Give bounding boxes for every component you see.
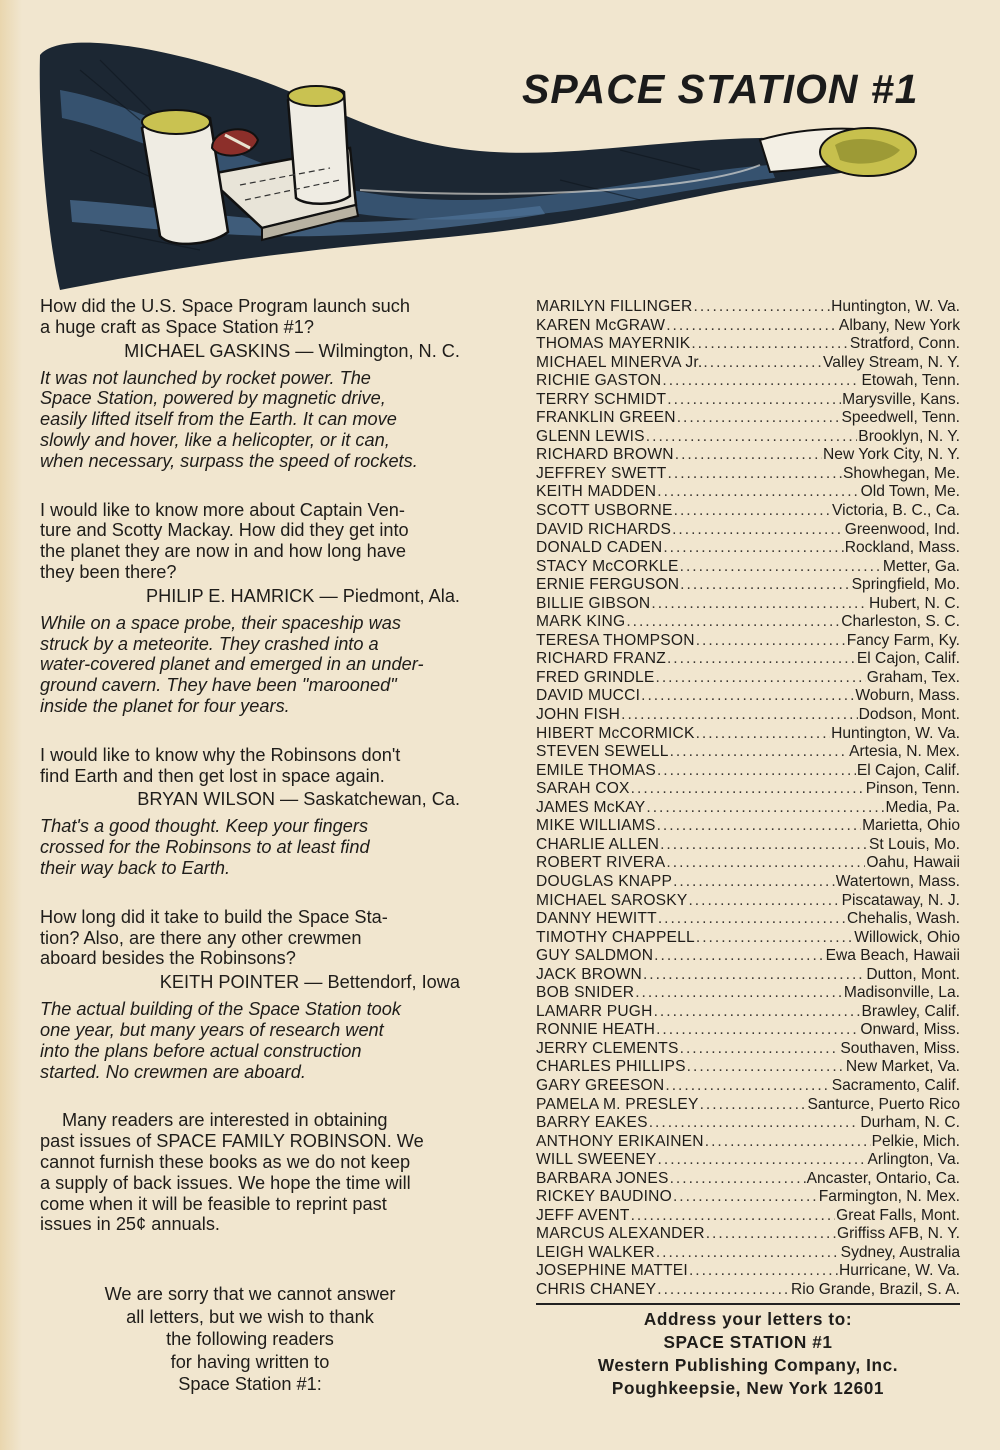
reader-row [536, 669, 960, 688]
reader-name: HIBERT McCORMICK [536, 724, 695, 742]
reader-name: RICHARD FRANZ [536, 650, 666, 668]
reader-name: RICHIE GASTON [536, 372, 662, 390]
reader-name: BARRY EAKES [536, 1114, 648, 1132]
leader-dots [689, 1262, 838, 1281]
leader-dots [680, 1040, 840, 1059]
reader-town: Greenwood, Ind. [844, 520, 960, 538]
reader-town: Brawley, Calif. [861, 1002, 960, 1020]
leader-dots [693, 298, 830, 317]
reader-town: Huntington, W. Va. [831, 298, 960, 315]
reader-town: Sydney, Australia [840, 1243, 960, 1261]
reader-row [536, 1058, 960, 1077]
leader-dots [680, 576, 850, 595]
leader-dots [687, 1058, 845, 1077]
reader-name: TERESA THOMPSON [536, 631, 695, 649]
reader-town: Rockland, Mass. [844, 539, 960, 557]
leader-dots [657, 762, 856, 781]
reader-row [536, 706, 960, 725]
reader-row [536, 521, 960, 540]
reader-name: BOB SNIDER [536, 984, 635, 1002]
readers-list [536, 298, 960, 1300]
leader-dots [646, 428, 858, 447]
leader-dots [696, 929, 853, 948]
letter-answer: That's a good thought. Keep your fingers crossed for the Robinsons to at least find their way back to Earth. [40, 816, 370, 878]
reader-name: ROBERT RIVERA [536, 854, 666, 872]
reader-name: THOMAS MAYERNIK [536, 335, 691, 353]
leader-dots [643, 966, 865, 985]
leader-dots [673, 1188, 818, 1207]
leader-dots [656, 1244, 840, 1263]
letter-answer: The actual building of the Space Station took one year, but many years of research went into the plans before actual construction started. No crewmen are aboard. [40, 999, 401, 1082]
reader-row [536, 1151, 960, 1170]
reader-name: PAMELA M. PRESLEY [536, 1095, 699, 1113]
reader-name: STEVEN SEWELL [536, 743, 669, 761]
leader-dots [656, 669, 866, 688]
reader-town: El Cajon, Calif. [856, 761, 960, 779]
reader-name: DOUGLAS KNAPP [536, 872, 673, 890]
reader-name: DONALD CADEN [536, 539, 663, 557]
leader-dots [646, 799, 884, 818]
reader-town: Huntington, W. Va. [831, 724, 960, 742]
reader-town: Oahu, Hawaii [866, 854, 960, 872]
reader-row [536, 1188, 960, 1207]
reader-name: GUY SALDMON [536, 947, 654, 965]
reader-row [536, 1207, 960, 1226]
reader-town: Springfield, Mo. [851, 576, 960, 594]
header-illustration [0, 0, 1000, 295]
reader-town: Dutton, Mont. [866, 965, 960, 983]
reader-town: Fancy Farm, Ky. [846, 631, 960, 649]
reader-name: MICHAEL MINERVA Jr. [536, 353, 703, 371]
reader-town: Woburn, Mass. [855, 687, 960, 705]
reader-row [536, 372, 960, 391]
reader-town: Arlington, Va. [867, 1151, 960, 1169]
leader-dots [658, 910, 846, 929]
reader-name: LEIGH WALKER [536, 1243, 655, 1261]
reader-name: RICKEY BAUDINO [536, 1188, 672, 1206]
reader-name: GARY GREESON [536, 1076, 665, 1094]
leader-dots [675, 446, 822, 465]
reader-name: GLENN LEWIS [536, 427, 645, 445]
reader-row [536, 892, 960, 911]
reader-town: Willowick, Ohio [854, 928, 960, 946]
reader-town: Marysville, Kans. [842, 390, 960, 408]
leader-dots [673, 873, 835, 892]
reader-name: DANNY HEWITT [536, 910, 657, 928]
reader-row [536, 576, 960, 595]
reader-row [536, 650, 960, 669]
reader-name: WILL SWEENEY [536, 1151, 657, 1169]
reader-name: EMILE THOMAS [536, 761, 656, 779]
leader-dots [657, 817, 861, 836]
reader-row [536, 836, 960, 855]
reader-town: Pinson, Tenn. [865, 780, 960, 798]
reader-row [536, 502, 960, 521]
reader-row [536, 799, 960, 818]
leader-dots [696, 632, 846, 651]
reader-town: Hurricane, W. Va. [838, 1262, 960, 1280]
letter-3 [40, 745, 464, 879]
reader-row [536, 317, 960, 336]
leader-dots [658, 1151, 867, 1170]
reader-row [536, 1040, 960, 1059]
reader-town: Sacramento, Calif. [831, 1076, 960, 1094]
reader-row [536, 446, 960, 465]
thanks-message [40, 1283, 460, 1396]
reader-row [536, 762, 960, 781]
reader-row [536, 632, 960, 651]
reader-town: Chehalis, Wash. [847, 910, 960, 928]
letter-4 [40, 907, 464, 1083]
reader-town: Artesia, N. Mex. [849, 743, 960, 761]
reader-town: Santurce, Puerto Rico [807, 1095, 960, 1113]
reader-row [536, 1262, 960, 1281]
reader-row [536, 1133, 960, 1152]
reader-name: JEFFREY SWETT [536, 464, 667, 482]
reader-town: Great Falls, Mont. [836, 1206, 960, 1224]
leader-dots [631, 780, 865, 799]
reader-town: Charleston, S. C. [841, 613, 960, 631]
reader-row [536, 298, 960, 317]
page-title: SPACE STATION #1 [522, 66, 919, 112]
letter-signature: MICHAEL GASKINS — Wilmington, N. C. [124, 340, 460, 361]
leader-dots [666, 317, 838, 336]
reader-name: SCOTT USBORNE [536, 502, 673, 520]
reader-name: ANTHONY ERIKAINEN [536, 1132, 704, 1150]
leader-dots [665, 1077, 830, 1096]
leader-dots [706, 1225, 836, 1244]
reader-row [536, 984, 960, 1003]
leader-dots [703, 354, 822, 373]
reader-town: Dodson, Mont. [858, 706, 960, 724]
leader-dots [680, 558, 882, 577]
reader-row [536, 409, 960, 428]
reader-name: BILLIE GIBSON [536, 594, 651, 612]
thanks-line: for having written to [170, 1351, 330, 1372]
leader-dots [621, 706, 857, 725]
letter-signature: KEITH POINTER — Bettendorf, Iowa [159, 972, 460, 993]
reader-row [536, 1225, 960, 1244]
letter-2 [40, 500, 464, 717]
reader-town: El Cajon, Calif. [856, 650, 960, 668]
leader-dots [656, 1021, 859, 1040]
reader-name: DAVID MUCCI [536, 687, 641, 705]
reader-row [536, 929, 960, 948]
reader-name: JERRY CLEMENTS [536, 1039, 679, 1057]
reader-name: MARCUS ALEXANDER [536, 1225, 705, 1243]
reader-row [536, 613, 960, 632]
reader-town: Marietta, Ohio [862, 817, 960, 835]
thanks-line: all letters, but we wish to thank [126, 1306, 374, 1327]
reader-row [536, 539, 960, 558]
letter-signature: BRYAN WILSON — Saskatchewan, Ca. [137, 789, 460, 810]
reader-town: Albany, New York [838, 316, 960, 334]
reader-row [536, 854, 960, 873]
reader-name: MICHAEL SAROSKY [536, 891, 688, 909]
address-line: Address your letters to: [643, 1309, 853, 1329]
leader-dots [667, 391, 841, 410]
leader-dots [668, 465, 842, 484]
reader-town: St Louis, Mo. [868, 835, 960, 853]
reader-town: Metter, Ga. [882, 557, 960, 575]
letter-question: I would like to know more about Captain Ven- ture and Scotty Mackay. How did they get into the planet they are now in and how long have they been there? [40, 499, 409, 582]
letter-question: How did the U.S. Space Program launch such a huge craft as Space Station #1? [40, 296, 411, 337]
reader-name: FRED GRINDLE [536, 668, 655, 686]
reader-town: Showhegan, Me. [842, 464, 960, 482]
address-line: SPACE STATION #1 [663, 1332, 833, 1352]
letter-answer: It was not launched by rocket power. The Space Station, powered by magnetic drive, easily lifted itself from the Earth. It can move slowly and hover, like a helicopter, or it can, when necessary, surpass the speed of rockets. [40, 367, 418, 471]
reader-name: JOHN FISH [536, 706, 621, 724]
letter-1 [40, 296, 464, 472]
reader-town: Victoria, B. C., Ca. [832, 502, 960, 520]
leader-dots [663, 539, 843, 558]
thanks-line: Space Station #1: [178, 1374, 322, 1394]
reader-name: ERNIE FERGUSON [536, 576, 680, 594]
reader-row [536, 1077, 960, 1096]
leader-dots [657, 483, 859, 502]
reader-name: JAMES McKAY [536, 798, 646, 816]
letter-answer: While on a space probe, their spaceship was struck by a meteorite. They crashed into a water-covered planet and emerged in an under- ground cavern. They have been "marooned" inside the planet for four years. [40, 612, 424, 716]
reader-name: JOSEPHINE MATTEI [536, 1262, 688, 1280]
reader-town: Durham, N. C. [860, 1114, 960, 1132]
reader-row [536, 947, 960, 966]
reader-row [536, 966, 960, 985]
leader-dots [705, 1133, 871, 1152]
leader-dots [677, 409, 841, 428]
leader-dots [670, 743, 848, 762]
reader-town: Ancaster, Ontario, Ca. [806, 1169, 960, 1187]
reader-row [536, 335, 960, 354]
reader-name: MIKE WILLIAMS [536, 817, 656, 835]
reader-row [536, 483, 960, 502]
reader-name: TIMOTHY CHAPPELL [536, 928, 695, 946]
reader-name: STACY McCORKLE [536, 557, 679, 575]
reader-town: Watertown, Mass. [835, 872, 960, 890]
leader-dots [654, 1003, 861, 1022]
reader-name: JACK BROWN [536, 965, 642, 983]
leader-dots [657, 1281, 790, 1300]
reader-town: Media, Pa. [885, 798, 960, 816]
reader-town: Farmington, N. Mex. [818, 1188, 960, 1206]
letters-column [40, 296, 464, 1235]
letter-question: I would like to know why the Robinsons don't find Earth and then get lost in space again. [40, 744, 401, 786]
reader-row [536, 595, 960, 614]
reader-town: Griffiss AFB, N. Y. [836, 1225, 960, 1243]
leader-dots [688, 892, 840, 911]
leader-dots [654, 947, 824, 966]
reader-row [536, 1114, 960, 1133]
reader-town: Valley Stream, N. Y. [823, 353, 960, 371]
leader-dots [700, 1096, 807, 1115]
leader-dots [649, 1114, 860, 1133]
reader-row [536, 1170, 960, 1189]
reader-name: TERRY SCHMIDT [536, 390, 667, 408]
reader-town: Hubert, N. C. [869, 594, 960, 612]
reader-row [536, 1281, 960, 1300]
space-station-illustration [0, 0, 1000, 295]
reader-row [536, 743, 960, 762]
back-issues-note: Many readers are interested in obtaining past issues of SPACE FAMILY ROBINSON. We cannot furnish these books as we do not keep a supply of back issues. We hope the time will come when it will be feasible to reprint past issues in 25¢ annuals. [40, 1110, 424, 1235]
reader-town: Ewa Beach, Hawaii [825, 947, 960, 965]
reader-row [536, 558, 960, 577]
leader-dots [660, 836, 868, 855]
reader-town: New York City, N. Y. [823, 446, 960, 464]
reader-row [536, 1003, 960, 1022]
reader-name: MARK KING [536, 613, 626, 631]
reader-town: Speedwell, Tenn. [841, 409, 960, 427]
leader-dots [670, 1170, 806, 1189]
reader-town: Piscataway, N. J. [841, 891, 960, 909]
reader-town: Old Town, Me. [860, 483, 960, 501]
reader-town: Stratford, Conn. [849, 335, 960, 353]
letter-signature: PHILIP E. HAMRICK — Piedmont, Ala. [145, 585, 460, 606]
reader-town: Southaven, Miss. [840, 1039, 960, 1057]
reader-name: KAREN McGRAW [536, 316, 666, 334]
reader-name: RICHARD BROWN [536, 446, 674, 464]
reader-row [536, 354, 960, 373]
leader-dots [662, 372, 860, 391]
reader-town: Rio Grande, Brazil, S. A. [790, 1280, 960, 1298]
reader-name: MARILYN FILLINGER [536, 298, 693, 315]
reader-row [536, 1096, 960, 1115]
mailing-address [536, 1308, 960, 1400]
reader-row [536, 465, 960, 484]
reader-name: CHRIS CHANEY [536, 1280, 657, 1298]
reader-row [536, 1244, 960, 1263]
reader-name: KEITH MADDEN [536, 483, 657, 501]
leader-dots [626, 613, 840, 632]
reader-row [536, 1021, 960, 1040]
reader-name: CHARLIE ALLEN [536, 835, 660, 853]
reader-row [536, 873, 960, 892]
reader-town: Madisonville, La. [843, 984, 960, 1002]
reader-name: SARAH COX [536, 780, 630, 798]
reader-town: Onward, Miss. [860, 1021, 960, 1039]
divider-rule [536, 1303, 960, 1305]
reader-name: LAMARR PUGH [536, 1002, 653, 1020]
leader-dots [667, 650, 856, 669]
leader-dots [672, 521, 844, 540]
reader-name: JEFF AVENT [536, 1206, 630, 1224]
reader-row [536, 817, 960, 836]
thanks-line: the following readers [166, 1329, 334, 1349]
leader-dots [666, 854, 865, 873]
leader-dots [691, 335, 849, 354]
reader-row [536, 780, 960, 799]
thanks-line: We are sorry that we cannot answer [104, 1284, 396, 1304]
reader-town: Brooklyn, N. Y. [858, 427, 960, 445]
reader-town: Pelkie, Mich. [871, 1132, 960, 1150]
reader-name: BARBARA JONES [536, 1169, 669, 1187]
address-line: Western Publishing Company, Inc. [597, 1355, 899, 1375]
leader-dots [674, 502, 831, 521]
reader-name: DAVID RICHARDS [536, 520, 672, 538]
leader-dots [635, 984, 843, 1003]
reader-row [536, 687, 960, 706]
reader-row [536, 428, 960, 447]
reader-name: RONNIE HEATH [536, 1021, 656, 1039]
reader-town: Etowah, Tenn. [861, 372, 960, 390]
reader-name: FRANKLIN GREEN [536, 409, 676, 427]
leader-dots [641, 687, 854, 706]
reader-town: Graham, Tex. [866, 668, 960, 686]
leader-dots [696, 725, 831, 744]
address-line: Poughkeepsie, New York 12601 [611, 1378, 885, 1398]
letter-question: How long did it take to build the Space Sta- tion? Also, are there any other crewmen aboard besides the Robinsons? [40, 906, 388, 969]
reader-name: CHARLES PHILLIPS [536, 1058, 686, 1076]
leader-dots [651, 595, 868, 614]
leader-dots [631, 1207, 836, 1226]
reader-row [536, 725, 960, 744]
reader-town: New Market, Va. [845, 1058, 960, 1076]
reader-row [536, 391, 960, 410]
reader-row [536, 910, 960, 929]
